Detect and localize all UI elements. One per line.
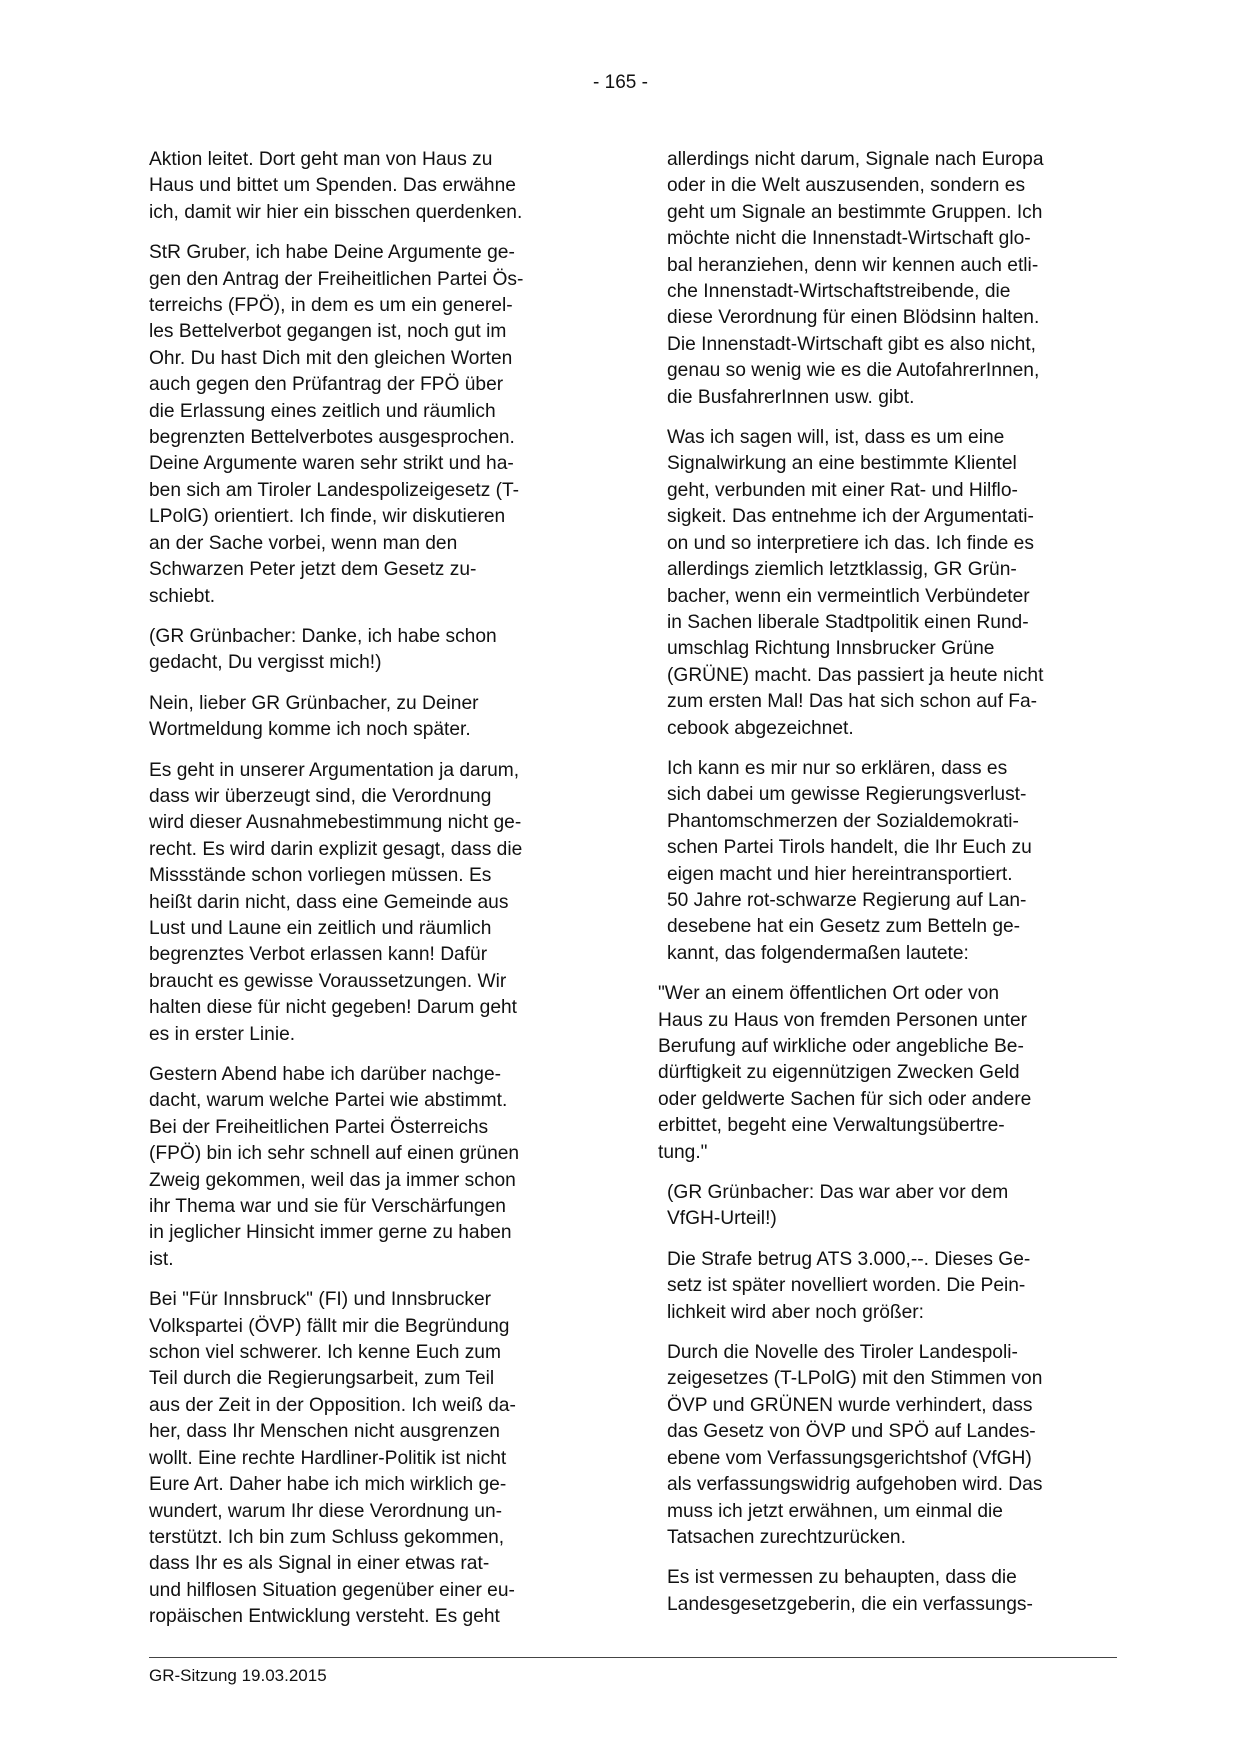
paragraph: Durch die Novelle des Tiroler Landespoli- zeigesetzes (T-LPolG) mit den Stimmen von ÖVP und GRÜNEN wurde verhindert, dass das Gesetz von ÖVP und SPÖ auf Landes- ebene vom Verfassungsgerichtshof (VfGH) als verfassungswidrig aufgehoben wird. Das muss ich jetzt erwähnen, um einmal die Tatsachen zurechtzurücken. [667,1342,1043,1548]
quoted-law-text: "Wer an einem öffentlichen Ort oder von Haus zu Haus von fremden Personen unter Berufung auf wirkliche oder angebliche Be- dürftigkeit zu eigennützigen Zwecken Geld oder geldwerte Sachen für sich oder andere erbittet, begeht eine Verwaltungsübertre- tung." [658,983,1032,1163]
paragraph: Bei "Für Innsbruck" (FI) und Innsbrucker Volkspartei (ÖVP) fällt mir die Begründung schon viel schwerer. Ich kenne Euch zum Teil durch die Regierungsarbeit, zum Teil aus der Zeit in der Opposition. Ich weiß da- her, dass Ihr Menschen nicht ausgrenzen wollt. Eine rechte Hardliner-Politik ist nicht Eure Art. Daher habe ich mich wirklich ge- wundert, warum Ihr diese Verordnung un- terstützt. Ich bin zum Schluss gekommen, dass Ihr es als Signal in einer etwas rat- und hilflosen Situation gegenüber einer eu- ropäischen Entwicklung versteht. Es geht [149,1289,516,1628]
paragraph: Es ist vermessen zu behaupten, dass die Landesgesetzgeberin, die ein verfassungs- [667,1567,1033,1615]
footer-session-date: GR-Sitzung 19.03.2015 [149,1666,327,1685]
paragraph: (GR Grünbacher: Das war aber vor dem VfGH-Urteil!) [667,1182,1009,1230]
paragraph: Die Strafe betrug ATS 3.000,--. Dieses Ge- setz ist später novelliert worden. Die Pein- lichkeit wird aber noch größer: [667,1248,1031,1323]
page-number: - 165 - [593,72,648,93]
paragraph: Was ich sagen will, ist, dass es um eine Signalwirkung an eine bestimmte Klientel geht, verbunden mit einer Rat- und Hilflo- sigkeit. Das entnehme ich der Argumentati- on und so interpretiere ich das. Ich finde es allerdings ziemlich letztklassig, GR Grün- bacher, wenn ein vermeintlich Verbündeter in Sachen liberale Stadtpolitik einen Rund- umschlag Richtung Innsbrucker Grüne (GRÜNE) macht. Das passiert ja heute nicht zum ersten Mal! Das hat sich schon auf Fa- cebook abgezeichnet. [667,427,1044,739]
footer-divider [149,1657,1117,1658]
paragraph: Ich kann es mir nur so erklären, dass es sich dabei um gewisse Regierungsverlust- Phantomschmerzen der Sozialdemokrati- schen Partei Tirols handelt, die Ihr Euch zu eigen macht und hier hereintransportiert. 50 Jahre rot-schwarze Regierung auf Lan- desebene hat ein Gesetz zum Betteln ge- kannt, das folgendermaßen lautete: [667,757,1032,964]
paragraph: Gestern Abend habe ich darüber nachge- dacht, warum welche Partei wie abstimmt. Bei der Freiheitlichen Partei Österreichs (FPÖ) bin ich sehr schnell auf einen grünen Zweig gekommen, weil das ja immer schon ihr Thema war und sie für Verschärfungen in jeglicher Hinsicht immer gerne zu haben ist. [149,1064,520,1270]
right-column [658,147,1119,1632]
paragraph: allerdings nicht darum, Signale nach Europa oder in die Welt auszusenden, sondern es geht um Signale an bestimmte Gruppen. Ich möchte nicht die Innenstadt-Wirtschaft glo- bal heranziehen, denn wir kennen auch etli- che Innenstadt-Wirtschaftstreibende, die diese Verordnung für einen Blödsinn halten. Die Innenstadt-Wirtschaft gibt es also nicht, genau so wenig wie es die AutofahrerInnen, die BusfahrerInnen usw. gibt. [667,149,1044,408]
paragraph: (GR Grünbacher: Danke, ich habe schon gedacht, Du vergisst mich!) [149,625,497,674]
paragraph: Aktion leitet. Dort geht man von Haus zu Haus und bittet um Spenden. Das erwähne ich, damit wir hier ein bisschen querdenken. [149,149,523,223]
left-column [149,147,589,1645]
paragraph: Es geht in unserer Argumentation ja darum, dass wir überzeugt sind, die Verordnung wird dieser Ausnahmebestimmung nicht ge- recht. Es wird darin explizit gesagt, dass die Missstände schon vorliegen müssen. Es heißt darin nicht, dass eine Gemeinde aus Lust und Laune ein zeitlich und räumlich begrenztes Verbot erlassen kann! Dafür braucht es gewisse Voraussetzungen. Wir halten diese für nicht gegeben! Darum geht es in erster Linie. [149,759,523,1045]
paragraph: StR Gruber, ich habe Deine Argumente ge- gen den Antrag der Freiheitlichen Partei Ös- terreichs (FPÖ), in dem es um ein generel- les Bettelverbot gegangen ist, noch gut im Ohr. Du hast Dich mit den gleichen Worten auch gegen den Prüfantrag der FPÖ über die Erlassung eines zeitlich und räumlich begrenzten Bettelverbotes ausgesprochen. Deine Argumente waren sehr strikt und ha- ben sich am Tiroler Landespolizeigesetz (T- LPolG) orientiert. Ich finde, wir diskutieren an der Sache vorbei, wenn man den Schwarzen Peter jetzt dem Gesetz zu- schiebt. [149,242,524,607]
paragraph: Nein, lieber GR Grünbacher, zu Deiner Wortmeldung komme ich noch später. [149,692,479,741]
